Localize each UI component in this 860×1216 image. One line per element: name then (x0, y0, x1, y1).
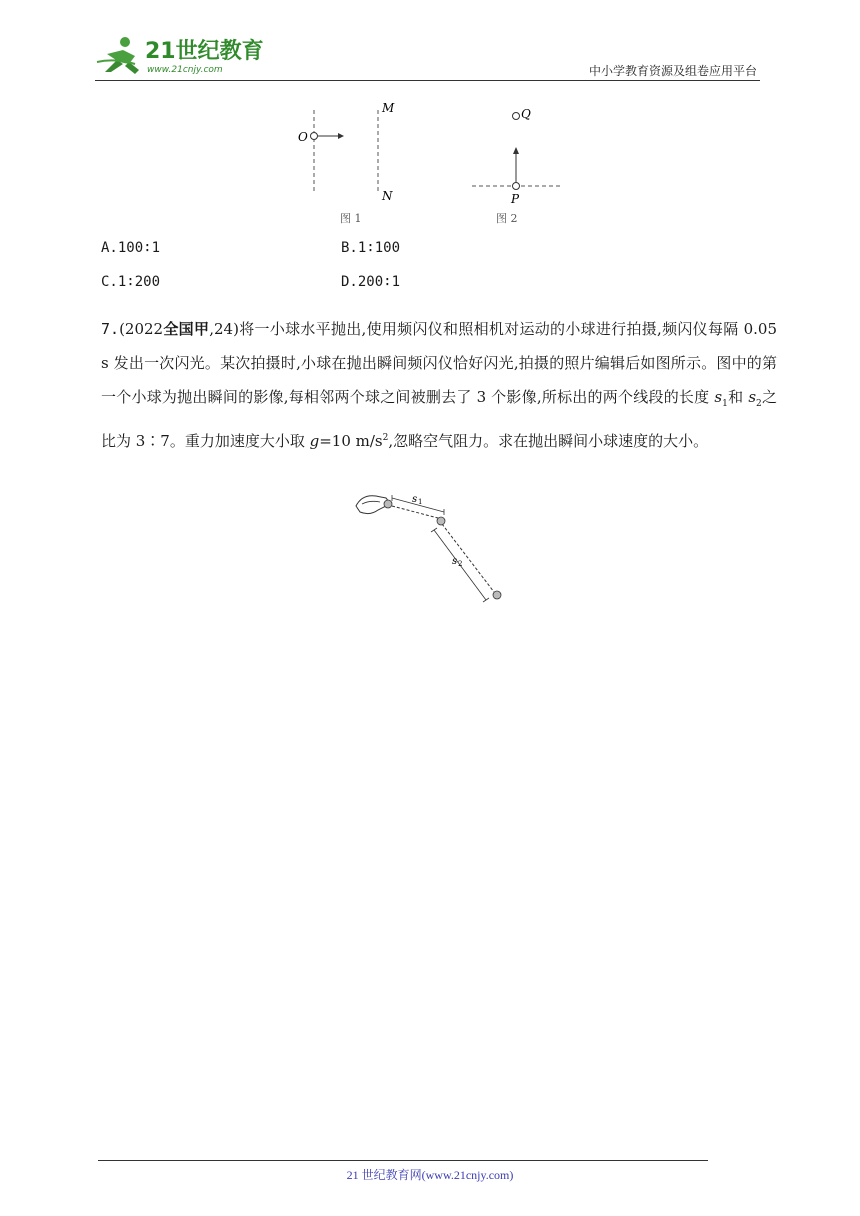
question-text-2: 之比为 3∶7。重力加速度大小取 (101, 388, 777, 450)
question-text-1: 将一小球水平抛出,使用频闪仪和照相机对运动的小球进行拍摄,频闪仪每隔 0.05 s 发出一次闪光。某次拍摄时,小球在抛出瞬间频闪仪恰好闪光,拍摄的照片编辑后如图所示。图中的第一个小球为抛出瞬间的影像,每相邻两个球之间被删去了 3 个影像,所标出的两个线段的长度 (101, 320, 777, 406)
figure-2 (472, 107, 560, 225)
footer-text: 21 世纪教育网(www.21cnjy.com) (346, 1168, 514, 1182)
sub-1: 1 (722, 399, 728, 409)
label-s1-sub: 1 (418, 498, 423, 506)
platform-title: 中小学教育资源及组卷应用平台 (588, 64, 757, 78)
sub-2: 2 (756, 399, 762, 409)
source-open: (2022 (119, 320, 164, 338)
footer-divider (98, 1160, 708, 1161)
logo (95, 34, 265, 76)
question-text-4: ,忽略空气阻力。求在抛出瞬间小球速度的大小。 (388, 432, 709, 450)
source-name: 全国甲 (163, 320, 210, 338)
option-a: A.100∶1 (101, 240, 161, 256)
logo-text: 21世纪教育 (145, 39, 264, 64)
figure-1-caption: 图 1 (340, 212, 362, 225)
option-b: B.1∶100 (341, 240, 401, 256)
question-number: 7. (101, 320, 120, 338)
label-q: Q (521, 107, 531, 121)
logo-url: www.21cnjy.com (147, 65, 223, 75)
var-g: g (309, 432, 320, 450)
var-s1: s (714, 388, 723, 406)
figure-3 (352, 488, 512, 608)
label-m: M (382, 101, 395, 115)
figures-1-2 (290, 96, 570, 234)
figure-2-caption: 图 2 (496, 212, 518, 225)
label-o: O (298, 130, 308, 144)
hand-icon (356, 496, 388, 514)
question-7 (101, 312, 777, 458)
label-s1: s (412, 494, 418, 505)
option-d: D.200∶1 (341, 274, 401, 290)
sup-2: 2 (382, 433, 389, 443)
var-s2: s (748, 388, 757, 406)
page-header (95, 30, 760, 80)
label-s2-sub: 2 (458, 560, 463, 568)
label-n: N (382, 189, 393, 203)
header-divider (95, 80, 760, 81)
question-text-3: =10 m/s (319, 432, 383, 450)
figure-1 (298, 101, 395, 225)
label-p: P (511, 192, 520, 206)
option-c: C.1∶200 (101, 274, 161, 290)
source-close: ,24) (209, 320, 239, 338)
label-s2: s (452, 556, 458, 567)
question-text-and: 和 (727, 388, 749, 406)
